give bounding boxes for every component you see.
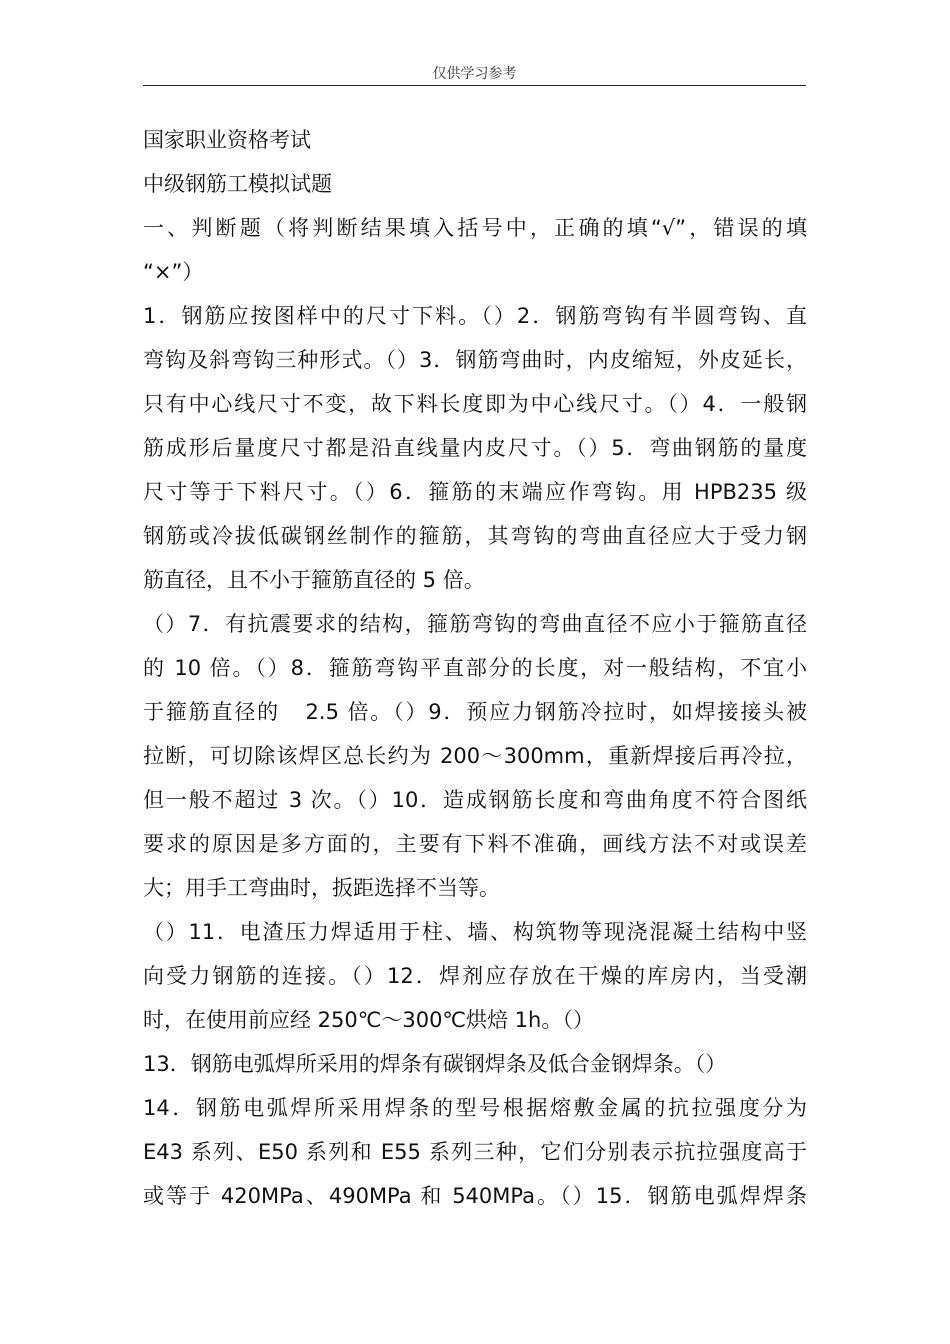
- text-line: E43 系列、E50 系列和 E55 系列三种，它们分别表示抗拉强度高于: [143, 1140, 807, 1164]
- text-line: 但一般不超过 3 次。（）10．造成钢筋长度和弯曲角度不符合图纸: [143, 788, 807, 812]
- section-heading: 一、判断题（将判断结果填入括号中，正确的填“√”，错误的填: [143, 216, 807, 240]
- text-line: 向受力钢筋的连接。（）12．焊剂应存放在干燥的库房内，当受潮: [143, 964, 807, 988]
- text-line: 大；用手工弯曲时，扳距选择不当等。: [143, 876, 500, 900]
- text-line: 要求的原因是多方面的，主要有下料不准确，画线方法不对或误差: [143, 832, 807, 856]
- doc-title: 国家职业资格考试: [143, 128, 311, 152]
- text-line: 尺寸等于下料尺寸。（）6．箍筋的末端应作弯钩。用 HPB235 级: [143, 480, 807, 504]
- document-body: [143, 118, 807, 1218]
- text-line: 于箍筋直径的 2.5 倍。（）9．预应力钢筋冷拉时，如焊接接头被: [143, 700, 807, 724]
- text-line: 的 10 倍。（）8．箍筋弯钩平直部分的长度，对一般结构，不宜小: [143, 656, 807, 680]
- section-heading-cont: “×”）: [143, 260, 204, 284]
- page-header: 仅供学习参考: [432, 66, 517, 82]
- text-line: 钢筋或冷拔低碳钢丝制作的箍筋，其弯钩的弯曲直径应大于受力钢: [143, 524, 807, 548]
- text-line: 拉断，可切除该焊区总长约为 200～300mm，重新焊接后再冷拉，: [143, 744, 807, 768]
- text-line: 筋直径，且不小于箍筋直径的 5 倍。: [143, 568, 485, 592]
- doc-subtitle: 中级钢筋工模拟试题: [143, 172, 332, 196]
- text-line: 时，在使用前应经 250℃～300℃烘焙 1h。（）: [143, 1008, 594, 1032]
- header-divider: [143, 85, 806, 86]
- text-line: 14．钢筋电弧焊所采用焊条的型号根据熔敷金属的抗拉强度分为: [143, 1096, 807, 1120]
- text-line: 只有中心线尺寸不变，故下料长度即为中心线尺寸。（）4．一般钢: [143, 392, 807, 416]
- text-line: （）7．有抗震要求的结构，箍筋弯钩的弯曲直径不应小于箍筋直径: [143, 612, 807, 636]
- text-line: 1．钢筋应按图样中的尺寸下料。（）2．钢筋弯钩有半圆弯钩、直: [143, 304, 807, 328]
- text-line: 筋成形后量度尺寸都是沿直线量内皮尺寸。（）5．弯曲钢筋的量度: [143, 436, 807, 460]
- text-line: 弯钩及斜弯钩三种形式。（）3．钢筋弯曲时，内皮缩短，外皮延长，: [143, 348, 807, 372]
- text-line: 或等于 420MPa、490MPa 和 540MPa。（）15．钢筋电弧焊焊条: [143, 1184, 807, 1208]
- text-line: （）11．电渣压力焊适用于柱、墙、构筑物等现浇混凝土结构中竖: [143, 920, 807, 944]
- text-line: 13．钢筋电弧焊所采用的焊条有碳钢焊条及低合金钢焊条。（）: [143, 1052, 727, 1076]
